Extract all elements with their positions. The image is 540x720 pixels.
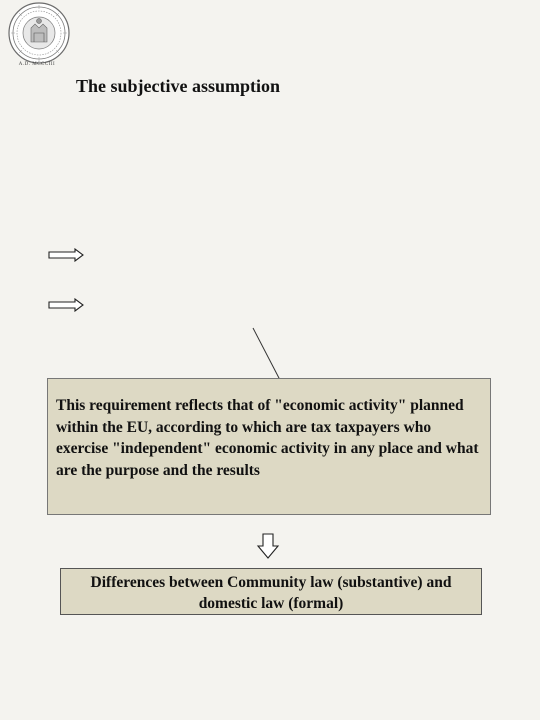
requirement-note-box <box>47 378 491 515</box>
differences-box <box>60 568 482 615</box>
seal-caption: A.D. MCCCIII <box>18 62 56 67</box>
differences-text: Differences between Community law (substantive) and domestic law (formal) <box>90 574 452 612</box>
callout-connector-line <box>250 326 284 382</box>
arrow-right-icon <box>48 248 84 262</box>
arrow-right-icon <box>48 298 84 312</box>
university-seal-icon <box>6 2 72 68</box>
slide-title: The subjective assumption <box>76 76 281 96</box>
requirement-note-text: This requirement reflects that of "economic activity" planned within the EU, according to which are tax taxpayers who exercise "independent" economic activity in any place and what are the purpose and the results <box>56 397 479 479</box>
arrow-down-icon <box>256 533 280 559</box>
